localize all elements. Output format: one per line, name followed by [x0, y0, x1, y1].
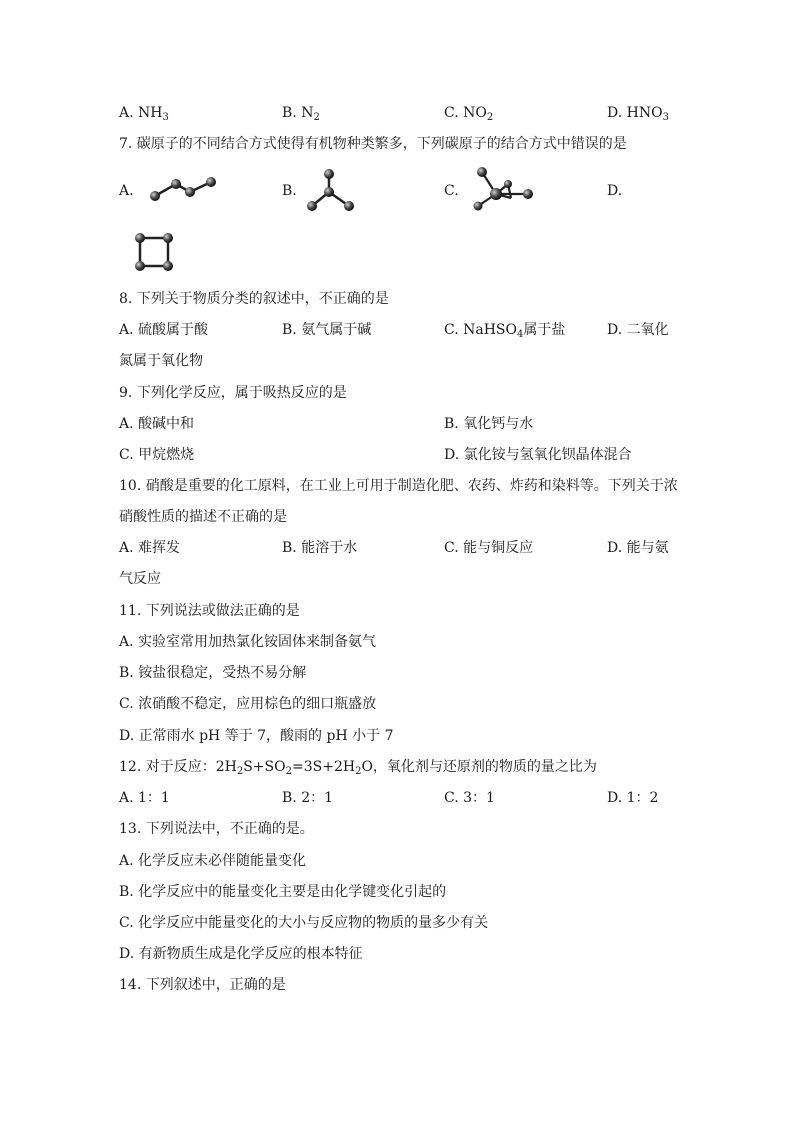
q6-option-d: D. $HNO_3$ — [607, 105, 669, 123]
q8-option-b: B. 氨气属于碱 — [282, 322, 372, 338]
q11-option-a: A. 实验室常用加热氯化铵固体来制备氨气 — [119, 634, 377, 650]
q11-option-d: D. 正常雨水 pH 等于 7，酸雨的 pH 小于 7 — [119, 728, 394, 744]
q10-option-d: D. 能与氨 — [607, 540, 669, 556]
q11-option-b: B. 铵盐很稳定，受热不易分解 — [119, 665, 307, 681]
q12-option-b: B. 2：1 — [282, 790, 334, 806]
q6-option-b: B. $N_2$ — [282, 105, 320, 123]
q7-molecule-overbonded-icon — [468, 164, 540, 214]
q7-option-a-label: A. — [119, 183, 134, 199]
q12-option-d: D. 1：2 — [607, 790, 659, 806]
q13-stem: 13. 下列说法中，不正确的是。 — [119, 821, 314, 837]
q6-option-c: C. $NO_2$ — [444, 105, 494, 123]
q10-option-b: B. 能溶于水 — [282, 540, 358, 556]
q14-stem: 14. 下列叙述中，正确的是 — [119, 977, 286, 993]
q9-option-d: D. 氯化铵与氢氧化钡晶体混合 — [444, 447, 632, 463]
q13-option-d: D. 有新物质生成是化学反应的根本特征 — [119, 946, 363, 962]
q8-option-c: C. NaHSO$_4$属于盐 — [444, 322, 566, 340]
q7-molecule-ring-icon — [130, 228, 178, 276]
q9-option-c: C. 甲烷燃烧 — [119, 447, 195, 463]
q12-option-a: A. 1：1 — [119, 790, 170, 806]
q12-stem: 12. 对于反应：$2H_2S+SO_2=3S+2H_2O$，氧化剂与还原剂的物质的量之比为 — [119, 759, 597, 777]
q7-option-c-label: C. — [444, 183, 459, 199]
q8-option-d: D. 二氧化 — [607, 322, 669, 338]
q11-option-c: C. 浓硝酸不稳定，应用棕色的细口瓶盛放 — [119, 696, 377, 712]
q6-option-a: A. $NH_3$ — [119, 105, 169, 123]
q7-option-d-label: D. — [607, 183, 623, 199]
q13-option-a: A. 化学反应未必伴随能量变化 — [119, 853, 307, 869]
q9-stem: 9. 下列化学反应，属于吸热反应的是 — [119, 385, 347, 401]
q9-option-b: B. 氧化钙与水 — [444, 416, 534, 432]
q12-option-c: C. 3：1 — [444, 790, 495, 806]
q8-option-a: A. 硫酸属于酸 — [119, 322, 209, 338]
q7-option-b-label: B. — [282, 183, 297, 199]
q10-stem-line2: 硝酸性质的描述不正确的是 — [119, 509, 287, 525]
q10-option-a: A. 难挥发 — [119, 540, 181, 556]
q7-stem: 7. 碳原子的不同结合方式使得有机物种类繁多，下列碳原子的结合方式中错误的是 — [119, 136, 627, 152]
q10-stem-line1: 10. 硝酸是重要的化工原料，在工业上可用于制造化肥、农药、炸药和染料等。下列关于浓 — [119, 478, 678, 494]
q13-option-b: B. 化学反应中的能量变化主要是由化学键变化引起的 — [119, 884, 447, 900]
q7-molecule-chain-icon — [146, 172, 222, 206]
q13-option-c: C. 化学反应中能量变化的大小与反应物的物质的量多少有关 — [119, 915, 489, 931]
q10-option-c: C. 能与铜反应 — [444, 540, 534, 556]
q8-option-d-continued: 氮属于氧化物 — [119, 353, 203, 369]
q9-option-a: A. 酸碱中和 — [119, 416, 195, 432]
q10-option-d-continued: 气反应 — [119, 571, 161, 587]
q11-stem: 11. 下列说法或做法正确的是 — [119, 603, 300, 619]
q7-molecule-branched-icon — [302, 166, 360, 216]
q8-stem: 8. 下列关于物质分类的叙述中，不正确的是 — [119, 291, 389, 307]
